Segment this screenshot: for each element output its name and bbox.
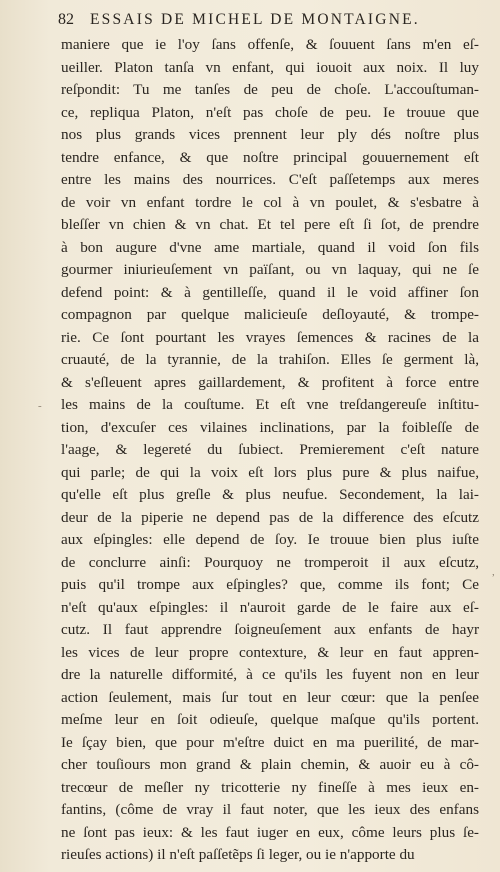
text-line: nos plus grands vices prennent leur ply dés noſtre plus — [61, 126, 479, 143]
text-line: entre les mains des nourrices. C'eſt paſſetemps aux meres — [61, 171, 479, 188]
margin-tick: , — [492, 566, 495, 578]
text-line: aux eſpingles: elle depend de ſoy. Ie trouue bien plus iuſte — [61, 531, 479, 548]
text-line: n'eſt qu'aux eſpingles: il n'auroit garde de le faire aux eſ- — [61, 598, 479, 616]
text-line: deur de la piperie ne depend pas de la difference des eſcutz — [61, 508, 479, 526]
text-line: action ſeulement, mais ſur tout en leur cœur: que la penſee — [61, 688, 479, 706]
text-line: defend point: & à gentilleſſe, quand il le void affiner ſon — [61, 283, 479, 301]
page-header — [58, 10, 480, 30]
text-line: puis qu'il trompe aux eſpingles? que, comme ils font; Ce — [61, 576, 479, 593]
text-line: les mains de la couſtume. Et eſt vne treſdangereuſe inſtitu- — [61, 396, 479, 413]
text-line: les vices de leur propre contexture, & leur en faut appren- — [61, 643, 479, 661]
text-line: meſme leur en ſoit odieuſe, quelque maſque qu'ils portent. — [61, 711, 479, 728]
text-line: cruauté, de la tyrannie, de la trahiſon. Elles ſe germent là, — [61, 351, 479, 368]
text-line: cutz. Il faut apprendre ſoigneuſement aux enfants de hayr — [61, 621, 479, 638]
text-line: fantins, (côme de vray il faut noter, que les ieux des enfans — [61, 801, 479, 818]
text-line: l'aage, & legereté du ſubiect. Premierement c'eſt nature — [61, 441, 479, 458]
running-title: ESSAIS DE MICHEL DE MONTAIGNE. — [90, 11, 420, 28]
text-line: tion, d'excuſer ces vilaines inclinations, par la foibleſſe de — [61, 418, 479, 436]
text-line: qui parle; de qui la voix eſt lors plus pure & plus naifue, — [61, 463, 479, 481]
text-line: de voir vn enfant tordre le col à vn poulet, & s'esbatre à — [61, 193, 479, 211]
text-line: tendre enfance, & que noſtre principal gouuernement eſt — [61, 148, 479, 166]
text-line: trecœur de meſler ny tricotterie ny fineſſe à mes ieux en- — [61, 778, 479, 796]
text-line: ueiller. Platon tanſa vn enfant, qui iouoit aux noix. Il luy — [61, 58, 479, 76]
text-line: reſpondit: Tu me tanſes de peu de choſe. L'accouſtuman- — [61, 81, 479, 98]
text-line: bleſſer vn chien & vn chat. Et tel pere eſt ſi ſot, de prendre — [61, 216, 479, 233]
page-number: 82 — [58, 11, 74, 28]
text-line: gourmer iniurieuſement vn païſant, ou vn laquay, qui ne ſe — [61, 261, 479, 278]
text-line: ne ſont pas ieux: & les faut iuger en eux, côme leurs plus ſe- — [61, 823, 479, 841]
text-line: rieuſes actions) il n'eſt paſſetẽps ſi leger, ou ie n'apporte du — [61, 846, 415, 863]
text-line: Ie ſçay bien, que pour m'eſtre duict en ma puerilité, de mar- — [61, 733, 479, 751]
body-text — [61, 34, 479, 867]
text-line: cher touſiours mon grand & plain chemin, & auoir eu à cô- — [61, 756, 479, 773]
text-line: ce, repliqua Platon, n'eſt pas choſe de peu. Ie trouue que — [61, 103, 479, 121]
text-line: compagnon par quelque malicieuſe deſloyauté, & trompe- — [61, 306, 479, 323]
text-line: de conclurre ainſi: Pourquoy ne tromperoit il aux eſcutz, — [61, 553, 479, 571]
text-line: à bon augure d'vne ame martiale, quand il void ſon fils — [61, 238, 479, 256]
margin-dash: - — [38, 400, 42, 412]
text-line: dre la naturelle difformité, à ce qu'ils les fuyent non en leur — [61, 666, 479, 683]
text-line: qu'elle eſt plus greſle & plus neufue. Secondement, la lai- — [61, 486, 479, 503]
text-line: maniere que ie l'oy ſans offenſe, & ſouuent ſans m'en eſ- — [61, 36, 479, 53]
text-line: & s'eſleuent apres gaillardement, & profitent à force entre — [61, 373, 479, 391]
text-line: rie. Ce ſont pourtant les vrayes ſemences & racines de la — [61, 328, 479, 346]
